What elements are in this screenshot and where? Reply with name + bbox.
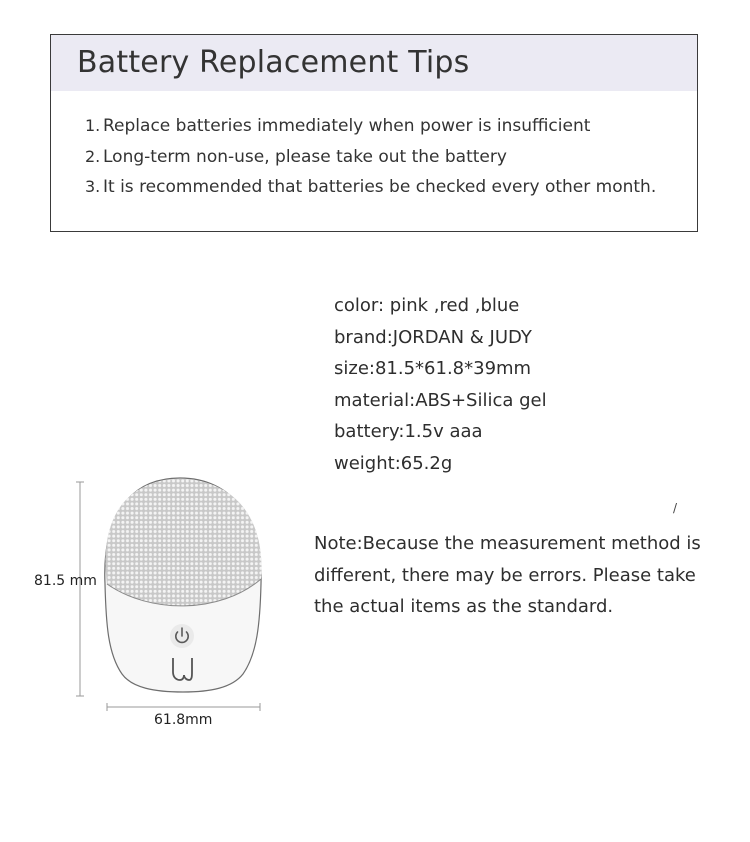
tip-number: 3. — [85, 177, 101, 196]
measurement-note: Note:Because the measurement method is different, there may be errors. Please take the actual items as the standard. — [314, 533, 701, 617]
battery-tips-box — [50, 34, 698, 232]
width-dimension-line — [107, 703, 260, 711]
tip-text: Replace batteries immediately when power is insufficient — [103, 116, 591, 136]
spec-color: color: pink ,red ,blue — [334, 295, 520, 316]
spec-weight: weight:65.2g — [334, 452, 453, 474]
tip-item — [85, 172, 656, 203]
spec-material: material:ABS+Silica gel — [334, 389, 547, 411]
tips-list — [85, 111, 656, 203]
height-dimension-line — [76, 482, 84, 696]
tip-item — [85, 142, 656, 173]
stray-mark: / — [673, 501, 678, 515]
spec-size: size:81.5*61.8*39mm — [334, 358, 532, 379]
spec-battery: battery:1.5v aaa — [334, 421, 483, 442]
power-icon — [170, 624, 194, 648]
height-dimension-label: 81.5 mm — [34, 573, 97, 589]
device-dimension-diagram — [70, 474, 270, 719]
tip-number: 2. — [85, 146, 101, 166]
tips-title: Battery Replacement Tips — [77, 45, 470, 80]
tips-header — [51, 35, 697, 91]
tip-text: Long-term non-use, please take out the battery — [103, 146, 507, 167]
tip-text: It is recommended that batteries be checked every other month. — [103, 177, 657, 197]
tip-item — [85, 111, 656, 142]
tip-number: 1. — [85, 116, 101, 135]
product-specs — [334, 290, 547, 479]
spec-brand: brand:JORDAN & JUDY — [334, 326, 532, 348]
width-dimension-label: 61.8mm — [154, 712, 213, 728]
